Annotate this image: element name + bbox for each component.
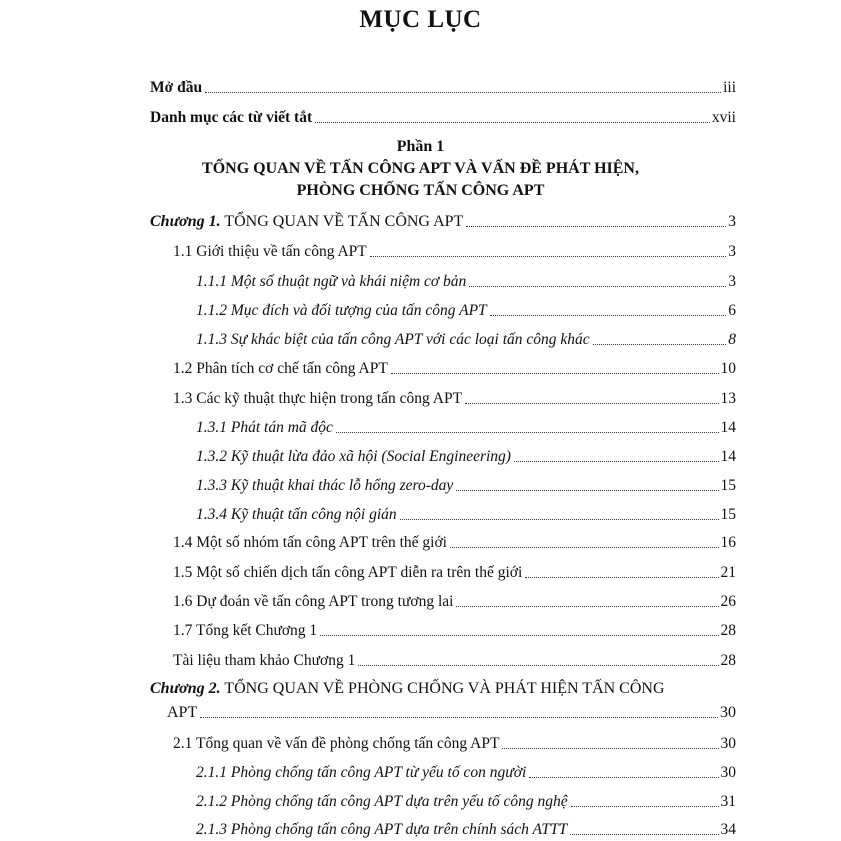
toc-page-number: 30	[720, 704, 736, 721]
toc-leader-dots	[529, 776, 718, 778]
toc-entry[interactable]	[173, 619, 736, 641]
toc-entry-label: 2.1.1 Phòng chống tấn công APT từ yếu tố con người	[196, 764, 527, 781]
toc-entry-label: 1.1 Giới thiệu về tấn công APT	[173, 243, 367, 260]
toc-entry-label: Mở đầu	[150, 79, 203, 96]
toc-page-number: 30	[720, 735, 736, 752]
toc-entry[interactable]	[173, 531, 736, 553]
toc-leader-dots	[456, 489, 718, 491]
toc-entry[interactable]	[196, 270, 736, 292]
toc-leader-dots	[490, 314, 727, 316]
toc-entry-label: Danh mục các từ viết tắt	[150, 109, 313, 126]
toc-page-number: 3	[728, 243, 736, 260]
toc-entry[interactable]	[173, 732, 736, 754]
toc-entry[interactable]	[173, 240, 736, 262]
toc-entry-label: 1.1.2 Mục đích và đối tượng của tấn công APT	[196, 302, 487, 319]
part-title-line-1: TỔNG QUAN VỀ TẤN CÔNG APT VÀ VẤN ĐỀ PHÁT HIỆN,	[202, 160, 639, 177]
toc-leader-dots	[450, 546, 719, 548]
toc-entry-label: 1.6 Dự đoán về tấn công APT trong tương lai	[173, 593, 454, 610]
toc-entry[interactable]	[196, 299, 736, 321]
toc-page-number: 8	[728, 331, 736, 348]
toc-leader-dots	[514, 460, 719, 462]
toc-page-number: 28	[720, 622, 736, 639]
toc-leader-dots	[205, 91, 721, 93]
toc-leader-dots	[336, 431, 719, 433]
toc-leader-dots	[593, 343, 727, 345]
toc-page-number: 34	[720, 821, 736, 838]
toc-leader-dots	[456, 605, 718, 607]
toc-page-number: 21	[720, 564, 736, 581]
toc-leader-dots	[400, 518, 719, 520]
toc-chapter-2[interactable]	[167, 701, 736, 723]
toc-page-number: 30	[720, 764, 736, 781]
toc-entry-label: 1.4 Một số nhóm tấn công APT trên thế giới	[173, 534, 447, 551]
part-title-line-2: PHÒNG CHỐNG TẤN CÔNG APT	[296, 182, 545, 199]
toc-entry-label: 1.1.1 Một số thuật ngữ và khái niệm cơ bản	[196, 273, 467, 290]
part-heading: Phần 1	[396, 138, 445, 155]
toc-page-number: 16	[720, 534, 736, 551]
toc-entry-label: 1.3 Các kỹ thuật thực hiện trong tấn công APT	[173, 390, 463, 407]
toc-entry-label: 1.5 Một số chiến dịch tấn công APT diễn ra trên thế giới	[173, 564, 523, 581]
toc-entry-label: 2.1.3 Phòng chống tấn công APT dựa trên chính sách ATTT	[196, 821, 568, 838]
toc-leader-dots	[320, 634, 718, 636]
toc-entry-label: Tài liệu tham khảo Chương 1	[173, 652, 356, 669]
toc-page-number: 10	[720, 360, 736, 377]
toc-page-number: 13	[720, 390, 736, 407]
chapter-prefix: Chương 2.	[150, 680, 221, 697]
toc-leader-dots	[358, 664, 718, 666]
toc-entry-label: 2.1 Tổng quan về vấn đề phòng chống tấn công APT	[173, 735, 500, 752]
toc-leader-dots	[200, 716, 718, 718]
toc-page-number: 31	[720, 793, 736, 810]
toc-entry[interactable]	[196, 761, 736, 783]
toc-page-number: 3	[728, 213, 736, 230]
toc-entry-label: 1.3.2 Kỹ thuật lừa đảo xã hội (Social Engineering)	[196, 448, 511, 465]
toc-entry[interactable]	[196, 445, 736, 467]
toc-leader-dots	[315, 121, 710, 123]
toc-entry-label: 1.3.3 Kỹ thuật khai thác lỗ hổng zero-day	[196, 477, 454, 494]
chapter-prefix: Chương 1.	[150, 213, 221, 230]
toc-entry[interactable]	[196, 416, 736, 438]
toc-leader-dots	[370, 255, 727, 257]
toc-page-number: 14	[720, 419, 736, 436]
toc-entry-label: 1.7 Tổng kết Chương 1	[173, 622, 318, 639]
toc-entry[interactable]	[173, 357, 736, 379]
toc-entry[interactable]	[196, 328, 736, 350]
toc-entry[interactable]	[196, 818, 736, 840]
toc-leader-dots	[466, 225, 726, 227]
toc-page-number: 15	[720, 477, 736, 494]
chapter-title: TỔNG QUAN VỀ PHÒNG CHỐNG VÀ PHÁT HIỆN TẤN CÔNG	[220, 680, 665, 697]
toc-leader-dots	[502, 747, 718, 749]
chapter-title: TỔNG QUAN VỀ TẤN CÔNG APT	[220, 213, 464, 230]
page-title: MỤC LỤC	[359, 6, 482, 33]
toc-entry-label: APT	[167, 704, 198, 721]
toc-page-number: 3	[728, 273, 736, 290]
toc-leader-dots	[391, 372, 719, 374]
toc-entry[interactable]	[173, 590, 736, 612]
toc-entry-abbreviations[interactable]	[150, 106, 736, 128]
toc-leader-dots	[571, 805, 719, 807]
toc-page-number: 28	[720, 652, 736, 669]
toc-entry-label: 1.1.3 Sự khác biệt của tấn công APT với các loại tấn công khác	[196, 331, 590, 348]
toc-chapter-1[interactable]	[150, 210, 736, 232]
toc-entry-preface[interactable]	[150, 76, 736, 98]
toc-leader-dots	[469, 285, 726, 287]
toc-page-number: 6	[728, 302, 736, 319]
toc-entry-label: 1.3.1 Phát tán mã độc	[196, 419, 333, 436]
toc-page-number: 26	[720, 593, 736, 610]
toc-page-number: iii	[723, 79, 736, 96]
toc-page-number: 15	[720, 506, 736, 523]
toc-chapter-2-title[interactable]	[150, 679, 665, 699]
toc-entry[interactable]	[173, 649, 736, 671]
toc-entry[interactable]	[173, 561, 736, 583]
toc-page-number: 14	[720, 448, 736, 465]
toc-page-number: xvii	[711, 109, 736, 126]
toc-entry-label: 1.2 Phân tích cơ chế tấn công APT	[173, 360, 388, 377]
toc-leader-dots	[465, 402, 718, 404]
toc-entry[interactable]	[196, 503, 736, 525]
toc-leader-dots	[525, 576, 718, 578]
toc-entry[interactable]	[196, 474, 736, 496]
toc-entry[interactable]	[173, 387, 736, 409]
toc-leader-dots	[570, 833, 718, 835]
toc-entry[interactable]	[196, 790, 736, 812]
toc-entry-label: 1.3.4 Kỹ thuật tấn công nội gián	[196, 506, 397, 523]
toc-entry-label: 2.1.2 Phòng chống tấn công APT dựa trên yếu tố công nghệ	[196, 793, 568, 810]
toc-entry-label	[150, 212, 463, 232]
